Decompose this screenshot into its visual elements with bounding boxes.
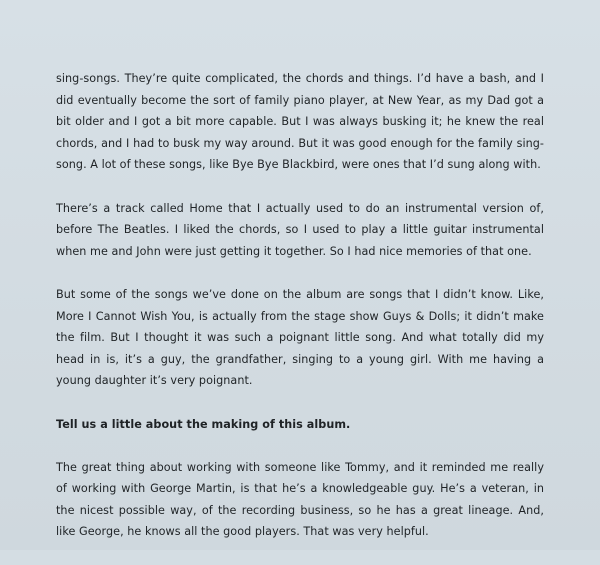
- paragraph-home-track: There’s a track called Home that I actually used to do an instrumental version of, before The Beatles. I liked the chords, so I used to play a little guitar instrumental when me and John were just getting it together. So I had nice memories of that one.: [56, 201, 544, 258]
- paragraph-family-sing-songs: sing-songs. They’re quite complicated, the chords and things. I’d have a bash, and I did eventually become the sort of family piano player, at New Year, as my Dad got a bit older and I got a bit more capable. But I was always busking it; he knew the real chords, and I had to busk my way around. But it was good enough for the family sing-song. A lot of these songs, like Bye Bye Blackbird, were ones that I’d sung along with.: [56, 72, 544, 172]
- interview-question: Tell us a little about the making of this album.: [56, 417, 351, 431]
- paragraph-unknown-songs: But some of the songs we’ve done on the album are songs that I didn’t know. Like, More I Cannot Wish You, is actually from the stage show Guys & Dolls; it didn’t make the film. But I thought it was such a poignant little song. And what totally did my head in is, it’s a guy, the grandfather, singing to a young girl. With me having a young daughter it’s very poignant.: [56, 287, 544, 388]
- interview-text: [56, 68, 544, 565]
- paragraph-making-album: The great thing about working with someone like Tommy, and it reminded me really of working with George Martin, is that he’s a knowledgeable guy. He’s a veteran, in the nicest possible way, of the recording business, so he has a great lineage. And, like George, he knows all the good players. That was very helpful.: [56, 460, 544, 539]
